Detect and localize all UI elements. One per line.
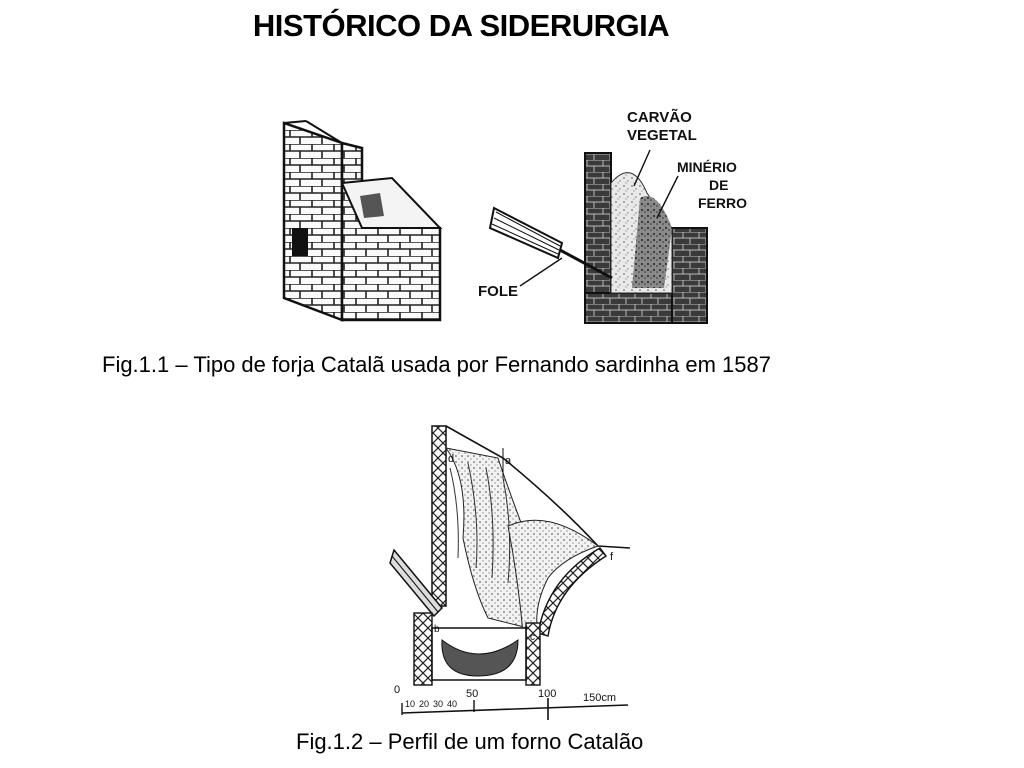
figure2-caption: Fig.1.2 – Perfil de um forno Catalão	[296, 729, 644, 754]
scale-tick-20: 20	[419, 699, 430, 709]
point-label-d: d	[448, 453, 455, 465]
point-label-a: a	[505, 455, 512, 467]
figure1-caption: Fig.1.1 – Tipo de forja Catalã usada por Fernando sardinha em 1587	[102, 352, 771, 377]
figure-catalan-forge	[262, 88, 752, 348]
point-label-f: f	[610, 551, 614, 563]
scale-tick-30: 30	[433, 699, 444, 709]
scale-tick-10: 10	[405, 699, 416, 709]
point-label-b: b	[434, 624, 440, 635]
scale-tick-100: 100	[538, 688, 557, 700]
slide-title: HISTÓRICO DA SIDERURGIA	[252, 8, 670, 43]
label-vegetal: VEGETAL	[627, 127, 697, 144]
label-minerio: MINÉRIO	[677, 159, 737, 175]
figure-catalan-furnace-profile	[388, 418, 640, 720]
label-fole: FOLE	[478, 283, 518, 300]
label-carvao: CARVÃO	[627, 109, 692, 126]
scale-tick-50: 50	[466, 688, 479, 700]
forge-section-drawing	[490, 150, 707, 323]
label-ferro: FERRO	[698, 195, 747, 211]
label-de: DE	[709, 177, 729, 193]
scale-tick-150: 150cm	[583, 692, 617, 704]
stone-forge-drawing	[284, 121, 440, 320]
scale-tick-40: 40	[447, 699, 458, 709]
scale-tick-0: 0	[394, 684, 401, 696]
point-label-c: c	[530, 632, 535, 643]
